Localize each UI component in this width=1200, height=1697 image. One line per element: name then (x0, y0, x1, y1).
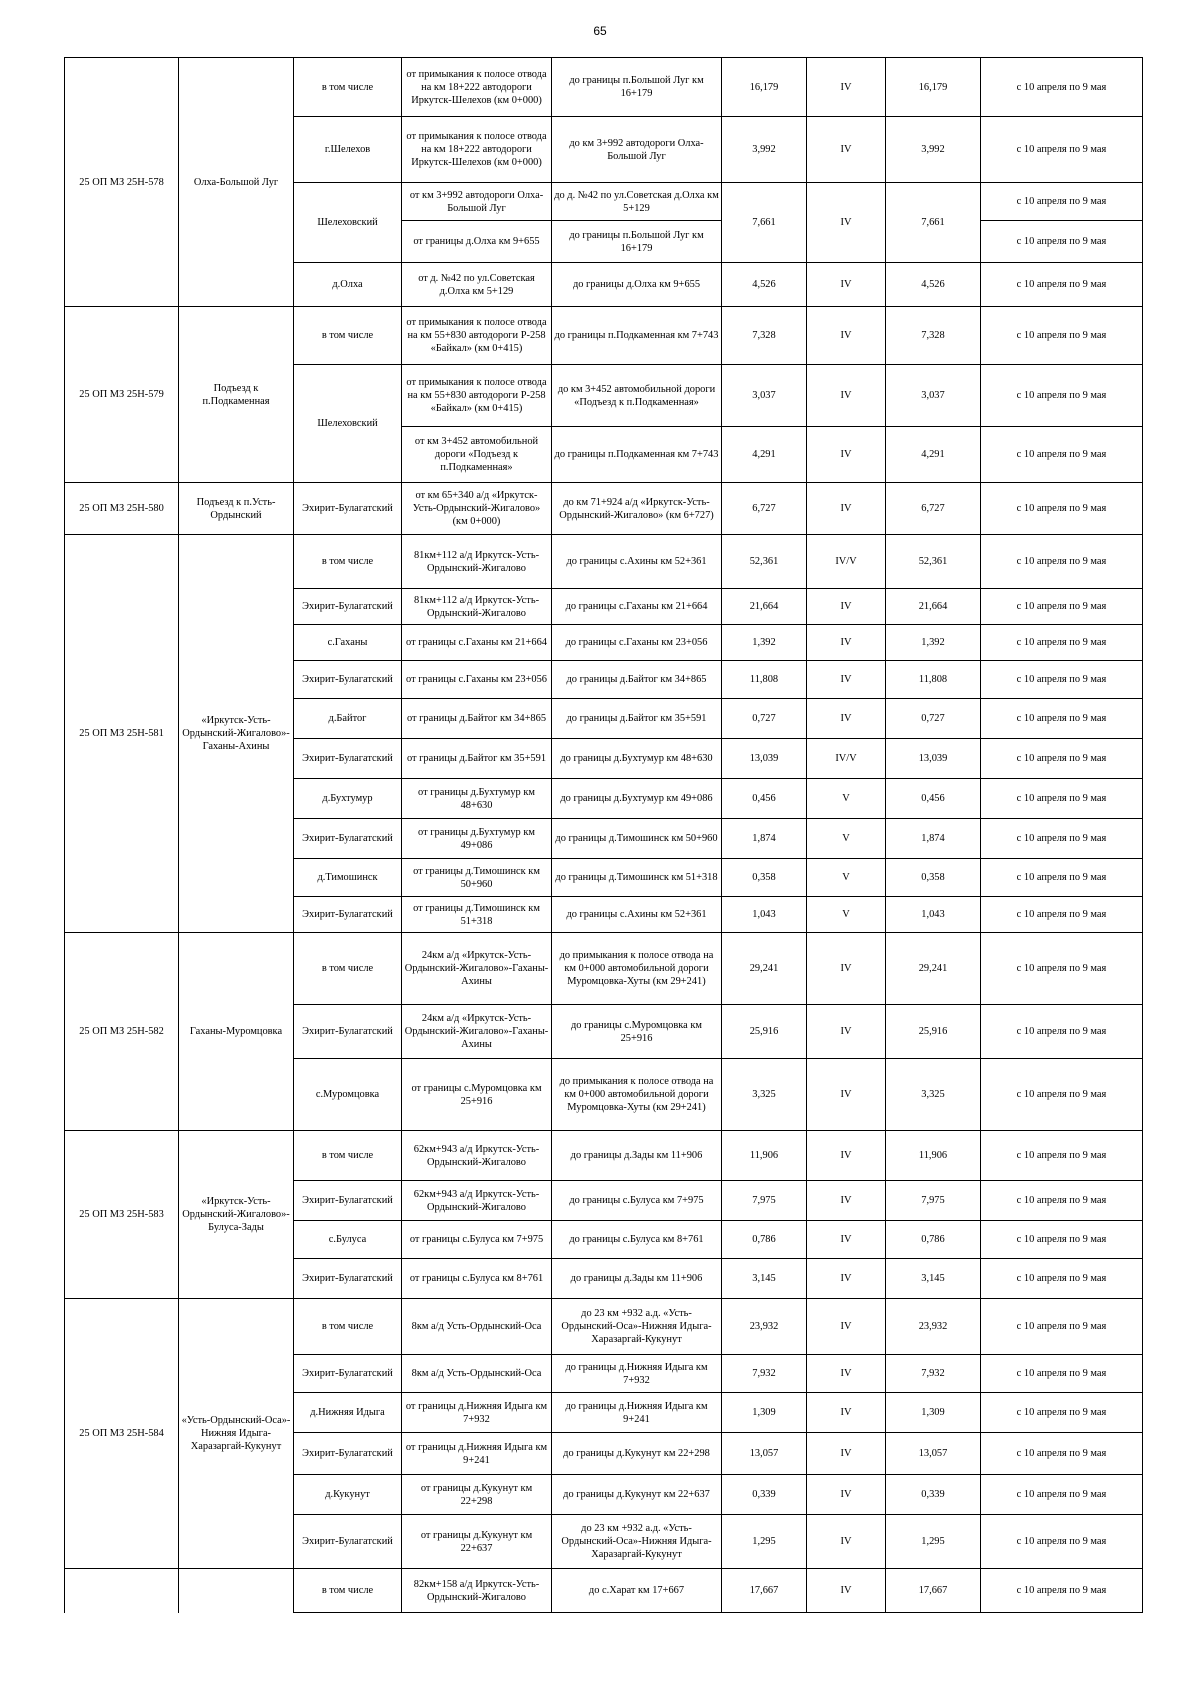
from: 62км+943 а/д Иркутск-Усть-Ордынский-Жигалово (402, 1181, 552, 1221)
district: Эхирит-Булагатский (294, 1259, 402, 1299)
to: до границы п.Большой Луг км 16+179 (552, 58, 722, 117)
district: Эхирит-Булагатский (294, 897, 402, 933)
road-name: Олха-Большой Луг (179, 58, 294, 307)
district: в том числе (294, 1131, 402, 1181)
from: 24км а/д «Иркутск-Усть-Ордынский-Жигалово»-Гаханы-Ахины (402, 933, 552, 1005)
length: 21,664 (722, 589, 807, 625)
period: с 10 апреля по 9 мая (981, 1299, 1143, 1355)
length: 4,291 (722, 427, 807, 483)
to: до границы д.Тимошинск км 51+318 (552, 859, 722, 897)
period: с 10 апреля по 9 мая (981, 1131, 1143, 1181)
length: 17,667 (722, 1569, 807, 1613)
road-id: 25 ОП МЗ 25Н-583 (65, 1131, 179, 1299)
length-2: 3,325 (886, 1059, 981, 1131)
length: 0,358 (722, 859, 807, 897)
district: с.Булуса (294, 1221, 402, 1259)
road-name: «Иркутск-Усть-Ордынский-Жигалово»-Булуса-Зады (179, 1131, 294, 1299)
category: IV/V (807, 535, 886, 589)
length-2: 6,727 (886, 483, 981, 535)
length: 29,241 (722, 933, 807, 1005)
to: до границы д.Кукунут км 22+637 (552, 1475, 722, 1515)
from: от границы д.Байтог км 35+591 (402, 739, 552, 779)
category: IV (807, 1569, 886, 1613)
to: до границы д.Бухтумур км 48+630 (552, 739, 722, 779)
district: д.Байтог (294, 699, 402, 739)
period: с 10 апреля по 9 мая (981, 897, 1143, 933)
length: 7,328 (722, 307, 807, 365)
length-2: 25,916 (886, 1005, 981, 1059)
from: от границы д.Кукунут км 22+637 (402, 1515, 552, 1569)
length: 1,874 (722, 819, 807, 859)
to: до границы д.Нижняя Идыга км 7+932 (552, 1355, 722, 1393)
length: 16,179 (722, 58, 807, 117)
length-2: 0,339 (886, 1475, 981, 1515)
district: в том числе (294, 535, 402, 589)
from: от границы с.Гаханы км 23+056 (402, 661, 552, 699)
road-id: 25 ОП МЗ 25Н-582 (65, 933, 179, 1131)
length: 3,992 (722, 117, 807, 183)
road-name: «Иркутск-Усть-Ордынский-Жигалово»-Гаханы-Ахины (179, 535, 294, 933)
category: IV (807, 58, 886, 117)
period: с 10 апреля по 9 мая (981, 1181, 1143, 1221)
category: V (807, 819, 886, 859)
to: до границы д.Бухтумур км 49+086 (552, 779, 722, 819)
length: 3,037 (722, 365, 807, 427)
from: от км 65+340 а/д «Иркутск-Усть-Ордынский-Жигалово» (км 0+000) (402, 483, 552, 535)
district: Эхирит-Булагатский (294, 739, 402, 779)
length-2: 7,328 (886, 307, 981, 365)
length: 11,906 (722, 1131, 807, 1181)
length: 3,145 (722, 1259, 807, 1299)
to: до д. №42 по ул.Советская д.Олха км 5+129 (552, 183, 722, 221)
from: 8км а/д Усть-Ордынский-Оса (402, 1299, 552, 1355)
length-2: 13,039 (886, 739, 981, 779)
category: IV (807, 365, 886, 427)
district: Шелеховский (294, 365, 402, 483)
period: с 10 апреля по 9 мая (981, 307, 1143, 365)
period: с 10 апреля по 9 мая (981, 427, 1143, 483)
district: д.Нижняя Идыга (294, 1393, 402, 1433)
period: с 10 апреля по 9 мая (981, 183, 1143, 221)
district: Эхирит-Булагатский (294, 1433, 402, 1475)
length-2: 4,291 (886, 427, 981, 483)
period: с 10 апреля по 9 мая (981, 933, 1143, 1005)
period: с 10 апреля по 9 мая (981, 699, 1143, 739)
length: 52,361 (722, 535, 807, 589)
category: V (807, 897, 886, 933)
length-2: 3,992 (886, 117, 981, 183)
district: д.Кукунут (294, 1475, 402, 1515)
category: IV (807, 427, 886, 483)
period: с 10 апреля по 9 мая (981, 1433, 1143, 1475)
category: IV (807, 1259, 886, 1299)
period: с 10 апреля по 9 мая (981, 263, 1143, 307)
road-id: 25 ОП МЗ 25Н-578 (65, 58, 179, 307)
from: от границы д.Кукунут км 22+298 (402, 1475, 552, 1515)
road-id: 25 ОП МЗ 25Н-579 (65, 307, 179, 483)
road-name: «Усть-Ордынский-Оса»-Нижняя Идыга-Харазаргай-Кукунут (179, 1299, 294, 1569)
to: до границы д.Олха км 9+655 (552, 263, 722, 307)
from: 81км+112 а/д Иркутск-Усть-Ордынский-Жигалово (402, 535, 552, 589)
length-2: 0,786 (886, 1221, 981, 1259)
length-2: 13,057 (886, 1433, 981, 1475)
length-2: 21,664 (886, 589, 981, 625)
from: от примыкания к полосе отвода на км 55+830 автодороги Р-258 «Байкал» (км 0+415) (402, 365, 552, 427)
length-2: 0,358 (886, 859, 981, 897)
from: от границы с.Гаханы км 21+664 (402, 625, 552, 661)
length-2: 1,295 (886, 1515, 981, 1569)
category: IV (807, 117, 886, 183)
period: с 10 апреля по 9 мая (981, 1059, 1143, 1131)
category: IV (807, 589, 886, 625)
category: IV (807, 1393, 886, 1433)
district: Эхирит-Булагатский (294, 1005, 402, 1059)
from: 62км+943 а/д Иркутск-Усть-Ордынский-Жигалово (402, 1131, 552, 1181)
to: до примыкания к полосе отвода на км 0+000 автомобильной дороги Муромцовка-Хуты (км 29+241) (552, 1059, 722, 1131)
category: IV (807, 483, 886, 535)
length-2: 1,392 (886, 625, 981, 661)
period: с 10 апреля по 9 мая (981, 625, 1143, 661)
from: от км 3+992 автодороги Олха-Большой Луг (402, 183, 552, 221)
page-number: 65 (593, 24, 607, 38)
district: в том числе (294, 58, 402, 117)
district: г.Шелехов (294, 117, 402, 183)
to: до границы д.Тимошинск км 50+960 (552, 819, 722, 859)
length-2: 16,179 (886, 58, 981, 117)
district: Эхирит-Булагатский (294, 1515, 402, 1569)
length-2: 1,874 (886, 819, 981, 859)
category: IV (807, 183, 886, 263)
length: 7,932 (722, 1355, 807, 1393)
to: до км 71+924 а/д «Иркутск-Усть-Ордынский-Жигалово» (км 6+727) (552, 483, 722, 535)
to: до границы д.Байтог км 34+865 (552, 661, 722, 699)
to: до границы д.Байтог км 35+591 (552, 699, 722, 739)
to: до границы п.Большой Луг км 16+179 (552, 221, 722, 263)
to: до границы с.Ахины км 52+361 (552, 897, 722, 933)
to: до границы с.Ахины км 52+361 (552, 535, 722, 589)
from: от границы д.Тимошинск км 51+318 (402, 897, 552, 933)
to: до границы д.Кукунут км 22+298 (552, 1433, 722, 1475)
from: 82км+158 а/д Иркутск-Усть-Ордынский-Жигалово (402, 1569, 552, 1613)
length: 0,456 (722, 779, 807, 819)
length: 1,043 (722, 897, 807, 933)
category: IV (807, 661, 886, 699)
district: в том числе (294, 307, 402, 365)
from: от примыкания к полосе отвода на км 18+222 автодороги Иркутск-Шелехов (км 0+000) (402, 58, 552, 117)
category: IV (807, 1515, 886, 1569)
from: от км 3+452 автомобильной дороги «Подъезд к п.Подкаменная» (402, 427, 552, 483)
road-name: Подъезд к п.Подкаменная (179, 307, 294, 483)
length-2: 11,808 (886, 661, 981, 699)
length: 13,039 (722, 739, 807, 779)
to: до 23 км +932 а.д. «Усть-Ордынский-Оса»-Нижняя Идыга-Харазаргай-Кукунут (552, 1299, 722, 1355)
period: с 10 апреля по 9 мая (981, 365, 1143, 427)
road-name: Гаханы-Муромцовка (179, 933, 294, 1131)
length-2: 7,661 (886, 183, 981, 263)
period: с 10 апреля по 9 мая (981, 221, 1143, 263)
category: IV (807, 1299, 886, 1355)
to: до границы д.Зады км 11+906 (552, 1259, 722, 1299)
from: 81км+112 а/д Иркутск-Усть-Ордынский-Жигалово (402, 589, 552, 625)
to: до границы п.Подкаменная км 7+743 (552, 307, 722, 365)
district: в том числе (294, 1569, 402, 1613)
period: с 10 апреля по 9 мая (981, 1515, 1143, 1569)
period: с 10 апреля по 9 мая (981, 859, 1143, 897)
from: от границы с.Булуса км 8+761 (402, 1259, 552, 1299)
to: до границы п.Подкаменная км 7+743 (552, 427, 722, 483)
road-id: 25 ОП МЗ 25Н-581 (65, 535, 179, 933)
length-2: 29,241 (886, 933, 981, 1005)
length: 7,975 (722, 1181, 807, 1221)
length: 6,727 (722, 483, 807, 535)
length-2: 3,145 (886, 1259, 981, 1299)
category: IV (807, 1181, 886, 1221)
from: от границы д.Бухтумур км 48+630 (402, 779, 552, 819)
period: с 10 апреля по 9 мая (981, 661, 1143, 699)
category: V (807, 859, 886, 897)
to: до примыкания к полосе отвода на км 0+000 автомобильной дороги Муромцовка-Хуты (км 29+241) (552, 933, 722, 1005)
length-2: 52,361 (886, 535, 981, 589)
category: IV (807, 307, 886, 365)
from: от примыкания к полосе отвода на км 18+222 автодороги Иркутск-Шелехов (км 0+000) (402, 117, 552, 183)
district: Эхирит-Булагатский (294, 1355, 402, 1393)
length: 13,057 (722, 1433, 807, 1475)
from: от границы с.Булуса км 7+975 (402, 1221, 552, 1259)
category: IV/V (807, 739, 886, 779)
length: 0,339 (722, 1475, 807, 1515)
category: IV (807, 1475, 886, 1515)
from: 8км а/д Усть-Ордынский-Оса (402, 1355, 552, 1393)
length-2: 4,526 (886, 263, 981, 307)
from: от границы д.Нижняя Идыга км 7+932 (402, 1393, 552, 1433)
length: 7,661 (722, 183, 807, 263)
roads-table (64, 57, 1143, 1613)
district: Эхирит-Булагатский (294, 661, 402, 699)
category: IV (807, 1131, 886, 1181)
category: IV (807, 933, 886, 1005)
length: 3,325 (722, 1059, 807, 1131)
to: до границы с.Муромцовка км 25+916 (552, 1005, 722, 1059)
district: д.Бухтумур (294, 779, 402, 819)
category: IV (807, 625, 886, 661)
period: с 10 апреля по 9 мая (981, 1393, 1143, 1433)
length: 23,932 (722, 1299, 807, 1355)
length: 11,808 (722, 661, 807, 699)
to: до границы д.Нижняя Идыга км 9+241 (552, 1393, 722, 1433)
period: с 10 апреля по 9 мая (981, 1569, 1143, 1613)
to: до км 3+452 автомобильной дороги «Подъезд к п.Подкаменная» (552, 365, 722, 427)
district: с.Гаханы (294, 625, 402, 661)
district: в том числе (294, 1299, 402, 1355)
length-2: 23,932 (886, 1299, 981, 1355)
from: от границы д.Нижняя Идыга км 9+241 (402, 1433, 552, 1475)
from: от д. №42 по ул.Советская д.Олха км 5+129 (402, 263, 552, 307)
district: д.Олха (294, 263, 402, 307)
district: Эхирит-Булагатский (294, 483, 402, 535)
length-2: 17,667 (886, 1569, 981, 1613)
district: в том числе (294, 933, 402, 1005)
period: с 10 апреля по 9 мая (981, 819, 1143, 859)
category: IV (807, 1059, 886, 1131)
category: V (807, 779, 886, 819)
length-2: 7,932 (886, 1355, 981, 1393)
period: с 10 апреля по 9 мая (981, 779, 1143, 819)
to: до с.Харат км 17+667 (552, 1569, 722, 1613)
period: с 10 апреля по 9 мая (981, 483, 1143, 535)
road-id: 25 ОП МЗ 25Н-580 (65, 483, 179, 535)
period: с 10 апреля по 9 мая (981, 1005, 1143, 1059)
length: 1,309 (722, 1393, 807, 1433)
from: от границы с.Муромцовка км 25+916 (402, 1059, 552, 1131)
road-name: Подъезд к п.Усть-Ордынский (179, 483, 294, 535)
length: 1,392 (722, 625, 807, 661)
to: до км 3+992 автодороги Олха-Большой Луг (552, 117, 722, 183)
period: с 10 апреля по 9 мая (981, 535, 1143, 589)
category: IV (807, 263, 886, 307)
period: с 10 апреля по 9 мая (981, 1355, 1143, 1393)
length: 0,786 (722, 1221, 807, 1259)
length: 4,526 (722, 263, 807, 307)
length: 1,295 (722, 1515, 807, 1569)
to: до границы с.Гаханы км 23+056 (552, 625, 722, 661)
district: Эхирит-Булагатский (294, 1181, 402, 1221)
period: с 10 апреля по 9 мая (981, 1259, 1143, 1299)
to: до границы с.Булуса км 7+975 (552, 1181, 722, 1221)
road-id: 25 ОП МЗ 25Н-584 (65, 1299, 179, 1569)
length-2: 0,727 (886, 699, 981, 739)
category: IV (807, 699, 886, 739)
period: с 10 апреля по 9 мая (981, 589, 1143, 625)
length-2: 0,456 (886, 779, 981, 819)
to: до границы с.Гаханы км 21+664 (552, 589, 722, 625)
length: 0,727 (722, 699, 807, 739)
length-2: 1,309 (886, 1393, 981, 1433)
category: IV (807, 1433, 886, 1475)
period: с 10 апреля по 9 мая (981, 1475, 1143, 1515)
from: от границы д.Бухтумур км 49+086 (402, 819, 552, 859)
length-2: 3,037 (886, 365, 981, 427)
category: IV (807, 1355, 886, 1393)
to: до границы д.Зады км 11+906 (552, 1131, 722, 1181)
length-2: 11,906 (886, 1131, 981, 1181)
from: от границы д.Байтог км 34+865 (402, 699, 552, 739)
period: с 10 апреля по 9 мая (981, 117, 1143, 183)
period: с 10 апреля по 9 мая (981, 739, 1143, 779)
category: IV (807, 1221, 886, 1259)
road-name (179, 1569, 294, 1613)
length-2: 1,043 (886, 897, 981, 933)
category: IV (807, 1005, 886, 1059)
district: с.Муромцовка (294, 1059, 402, 1131)
period: с 10 апреля по 9 мая (981, 1221, 1143, 1259)
district: Эхирит-Булагатский (294, 589, 402, 625)
road-id (65, 1569, 179, 1613)
period: с 10 апреля по 9 мая (981, 58, 1143, 117)
district: Шелеховский (294, 183, 402, 263)
from: от границы д.Тимошинск км 50+960 (402, 859, 552, 897)
to: до 23 км +932 а.д. «Усть-Ордынский-Оса»-Нижняя Идыга-Харазаргай-Кукунут (552, 1515, 722, 1569)
length-2: 7,975 (886, 1181, 981, 1221)
district: д.Тимошинск (294, 859, 402, 897)
district: Эхирит-Булагатский (294, 819, 402, 859)
length: 25,916 (722, 1005, 807, 1059)
to: до границы с.Булуса км 8+761 (552, 1221, 722, 1259)
from: от примыкания к полосе отвода на км 55+830 автодороги Р-258 «Байкал» (км 0+415) (402, 307, 552, 365)
from: от границы д.Олха км 9+655 (402, 221, 552, 263)
from: 24км а/д «Иркутск-Усть-Ордынский-Жигалово»-Гаханы-Ахины (402, 1005, 552, 1059)
